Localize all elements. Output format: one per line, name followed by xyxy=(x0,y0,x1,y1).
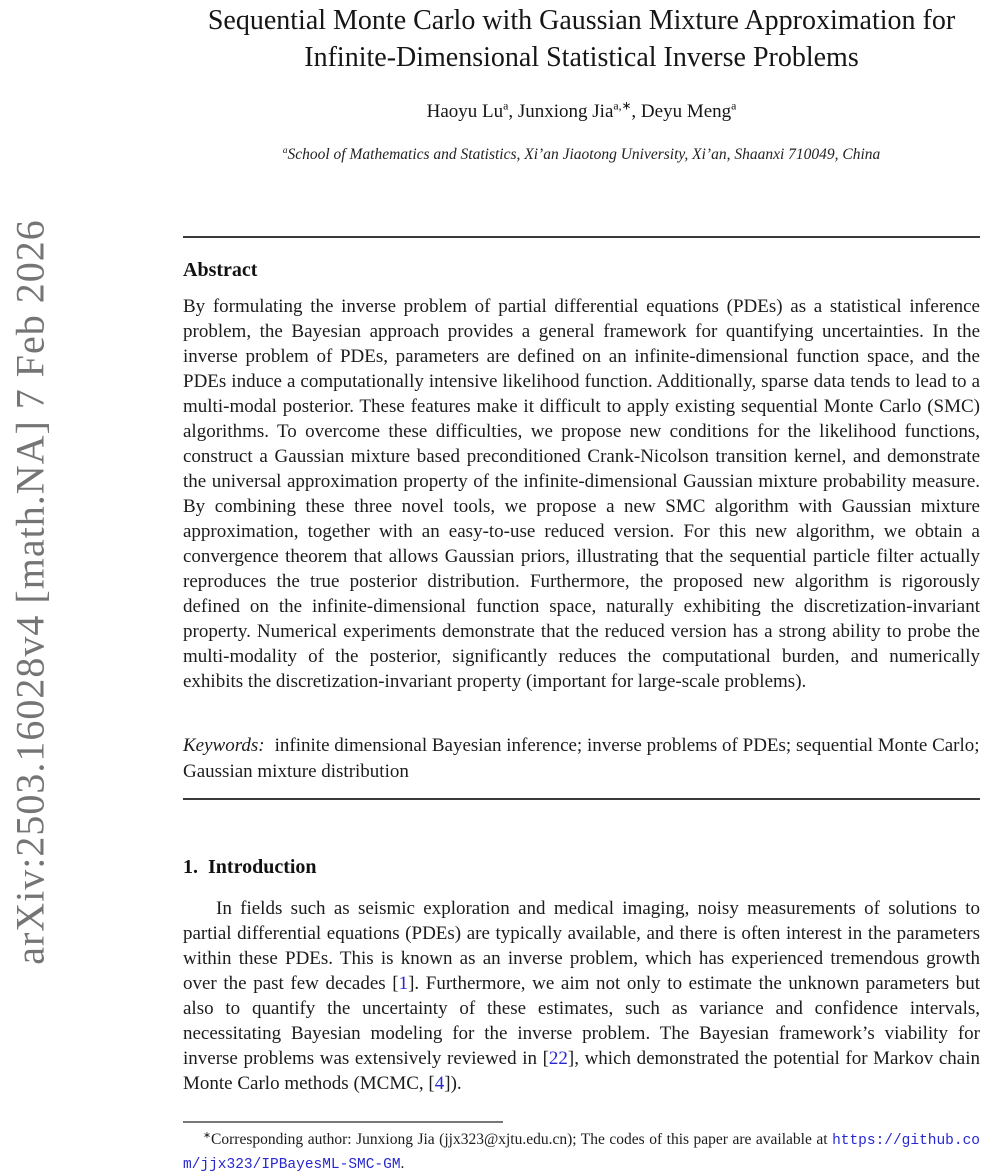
footnote-asterisk: ∗ xyxy=(203,1129,212,1141)
author-line xyxy=(183,101,980,123)
author-name-3: Deyu Meng xyxy=(640,101,732,122)
abstract-top-rule xyxy=(183,236,980,238)
paper-title: Sequential Monte Carlo with Gaussian Mixture Approximation for Infinite-Dimensional Statistical Inverse Problems xyxy=(207,5,956,73)
introduction-paragraph xyxy=(183,896,980,1096)
abstract-heading: Abstract xyxy=(183,259,258,281)
corresponding-author-footnote xyxy=(183,1129,980,1176)
footnote-rule xyxy=(183,1121,503,1123)
keywords-label: Keywords: xyxy=(183,735,265,756)
author-name-2: Junxiong Jia xyxy=(517,101,614,122)
author-name-1: Haoyu Lu xyxy=(426,101,504,122)
abstract-bottom-rule xyxy=(183,798,980,800)
intro-text-4: ]). xyxy=(444,1073,462,1094)
affiliation-line xyxy=(183,146,980,164)
keywords-line xyxy=(183,733,980,785)
paper-content-column xyxy=(183,0,981,1173)
author-affil-mark-3: a xyxy=(731,99,737,113)
citation-link-22[interactable]: 22 xyxy=(548,1048,568,1069)
abstract-body: By formulating the inverse problem of partial differential equations (PDEs) as a statistical inference problem, the Bayesian approach provides a general framework for quantifying uncertainties. In the inverse problem of PDEs, parameters are defined on an infinite-dimensional function space, and the PDEs induce a computationally intensive likelihood function. Additionally, sparse data tends to lead to a multi-modal posterior. These features make it difficult to apply existing sequential Monte Carlo (SMC) algorithms. To overcome these difficulties, we propose new conditions for the likelihood functions, construct a Gaussian mixture based preconditioned Crank-Nicolson transition kernel, and demonstrate the universal approximation property of the infinite-dimensional Gaussian mixture probability measure. By combining these three novel tools, we propose a new SMC algorithm with Gaussian mixture approximation, together with an easy-to-use reduced version. For this new algorithm, we obtain a convergence theorem that allows Gaussian priors, illustrating that the sequential particle filter actually reproduces the true posterior distribution. Furthermore, the proposed new algorithm is rigorously defined on the infinite-dimensional function space, naturally exhibiting the discretization-invariant property. Numerical experiments demonstrate that the reduced version has a strong ability to probe the multi-modality of the posterior, significantly reduces the computational burden, and numerically exhibits the discretization-invariant property (important for large-scale problems). xyxy=(183,296,980,692)
section-title: Introduction xyxy=(208,856,317,878)
intro-text-1: In fields such as seismic exploration and medical imaging, noisy measurements of solutions to partial differential equations (PDEs) are typically available, and there is often interest in the parameters within these PDEs. This is known as an inverse problem, which has experienced tremendous growth over the past few decades [ xyxy=(183,898,980,994)
citation-link-4[interactable]: 4 xyxy=(434,1073,445,1094)
author-separator-2: , xyxy=(631,101,641,122)
arxiv-watermark: arXiv:2503.16028v4 [math.NA] 7 Feb 2026 xyxy=(7,219,53,965)
affiliation-mark: a xyxy=(282,144,288,156)
author-affil-mark-1: a xyxy=(503,99,509,113)
intro-text-2: ]. Furthermore, we aim not only to estimate the unknown parameters but also to quantify the uncertainty of these estimates, such as variance and confidence intervals, necessitating Bayesian modeling for the inverse problem. The Bayesian framework’s viability for inverse problems was extensively reviewed in [ xyxy=(183,973,981,1069)
footnote-text: Corresponding author: Junxiong Jia (jjx323@xjtu.edu.cn); The codes of this paper are available at xyxy=(211,1131,833,1148)
author-affil-mark-2: a,∗ xyxy=(613,99,632,113)
section-number: 1. xyxy=(183,856,198,878)
intro-text-3: ], which demonstrated the potential for Markov chain Monte Carlo methods (MCMC, [ xyxy=(183,1048,981,1094)
footnote-period: . xyxy=(400,1154,405,1172)
code-repository-link[interactable]: https://github.com/jjx323/IPBayesML-SMC-GM xyxy=(183,1133,980,1173)
section-heading-introduction xyxy=(183,856,317,879)
affiliation-text: School of Mathematics and Statistics, Xi’an Jiaotong University, Xi’an, Shaanxi 710049, China xyxy=(287,146,881,163)
author-separator-1: , xyxy=(508,101,518,122)
citation-link-1[interactable]: 1 xyxy=(398,973,409,994)
keywords-text: infinite dimensional Bayesian inference; inverse problems of PDEs; sequential Monte Carlo; Gaussian mixture distribution xyxy=(183,735,980,782)
